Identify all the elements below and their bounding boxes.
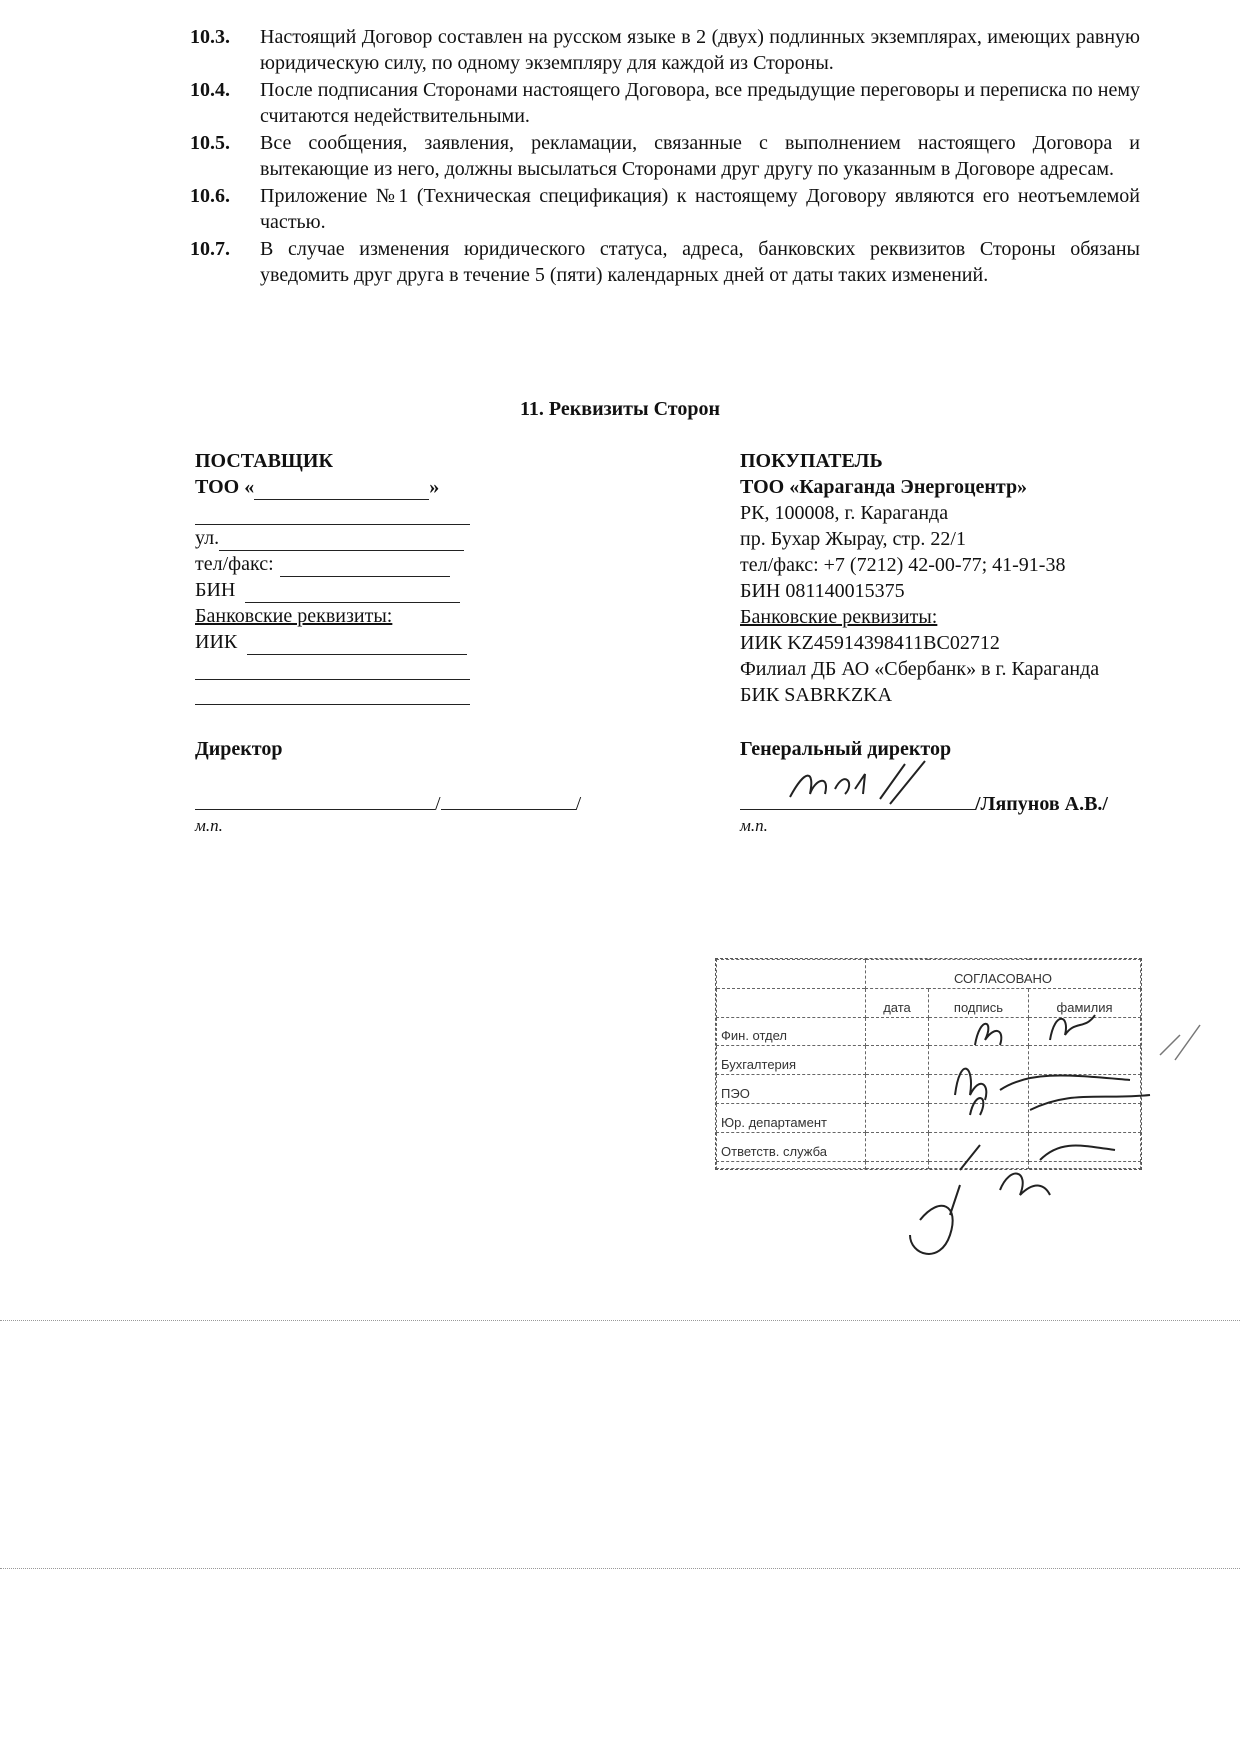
clause-text: В случае изменения юридического статуса, адреса, банковских реквизитов Стороны обязаны уведомить друг друга в течение 5 (пяти) календарных дней от даты таких изменений. (260, 238, 1140, 286)
buyer-org: ТОО «Караганда Энергоцентр» (740, 476, 1028, 498)
stamp-place-label: м.п. (195, 816, 223, 835)
supplier-org (195, 474, 495, 500)
supplier-heading: ПОСТАВЩИК (195, 450, 333, 472)
clause-10-4 (190, 77, 1140, 129)
buyer-signer: /Ляпунов А.В./ (975, 793, 1108, 815)
stamp-row-label: Фин. отдел (717, 1017, 866, 1046)
buyer-heading: ПОКУПАТЕЛЬ (740, 450, 883, 472)
iik-blank (247, 634, 467, 655)
stamp-col-signature: подпись (928, 988, 1028, 1017)
supplier-bank-label: Банковские реквизиты: (195, 605, 393, 627)
scan-artifact-line (0, 1320, 1240, 1321)
supplier-position: Директор (195, 738, 283, 760)
stamp-row-label: Бухгалтерия (717, 1046, 866, 1075)
supplier-street-row (195, 525, 495, 551)
supplier-signature-block: Директор / / м.п. (195, 738, 582, 835)
approval-signatures (880, 995, 1220, 1295)
scan-artifact-line (0, 1568, 1240, 1569)
clause-10-7 (190, 236, 1140, 288)
blank-line (195, 655, 470, 680)
buyer-bik: БИК SABRKZKA (740, 684, 893, 706)
clause-number: 10.4. (190, 79, 230, 101)
buyer-phone: тел/факс: +7 (7212) 42-00-77; 41-91-38 (740, 554, 1066, 576)
clause-text: Все сообщения, заявления, рекламации, связанные с выполнением настоящего Договора и вытекающие из него, должны высылаться Сторонами друг другу по указанным в Договоре адресам. (260, 132, 1140, 180)
supplier-org-prefix: ТОО « (195, 476, 255, 498)
stamp-row-label: Ответств. служба (717, 1132, 866, 1161)
buyer-iik: ИИК KZ45914398411BC02712 (740, 632, 1000, 654)
clause-10-6 (190, 183, 1140, 235)
supplier-org-suffix: » (429, 476, 440, 498)
section-title: 11. Реквизиты Сторон (520, 398, 720, 420)
stamp-row-label: Юр. департамент (717, 1104, 866, 1133)
signature-line (195, 787, 435, 810)
supplier-phone-row (195, 551, 495, 577)
supplier-iik-row (195, 629, 495, 655)
buyer-details (740, 448, 1180, 708)
stamp-place-label: м.п. (740, 816, 768, 835)
supplier-details (195, 448, 495, 705)
bin-blank (245, 582, 460, 603)
buyer-bin: БИН 081140015375 (740, 580, 905, 602)
buyer-address-1: РК, 100008, г. Караганда (740, 502, 949, 524)
iik-label: ИИК (195, 631, 238, 653)
phone-blank (280, 556, 450, 577)
stamp-col-name: фамилия (1029, 988, 1141, 1017)
supplier-bin-row (195, 577, 495, 603)
buyer-bank-label: Банковские реквизиты: (740, 606, 938, 628)
buyer-address-2: пр. Бухар Жырау, стр. 22/1 (740, 528, 966, 550)
clause-10-5 (190, 130, 1140, 182)
buyer-signature-block (740, 738, 1108, 836)
clause-number: 10.5. (190, 132, 230, 154)
buyer-branch: Филиал ДБ АО «Сбербанк» в г. Караганда (740, 658, 1100, 680)
clause-number: 10.6. (190, 185, 230, 207)
clause-number: 10.3. (190, 26, 230, 48)
clause-text: Настоящий Договор составлен на русском языке в 2 (двух) подлинных экземплярах, имеющих равную юридическую силу, по одному экземпляру для каждой из Стороны. (260, 26, 1140, 74)
blank-line (195, 680, 470, 705)
contract-clauses (190, 24, 1140, 289)
clause-text: После подписания Сторонами настоящего Договора, все предыдущие переговоры и переписка по нему считаются недействительными. (260, 79, 1140, 127)
supplier-org-blank (254, 479, 429, 500)
stamp-col-blank (717, 988, 866, 1017)
stamp-col-date: дата (866, 988, 929, 1017)
buyer-position: Генеральный директор (740, 738, 952, 760)
handwritten-signature (785, 759, 935, 809)
clause-text: Приложение №1 (Техническая спецификация) к настоящему Договору являются его неотъемлемой частью. (260, 185, 1140, 233)
stamp-row-label: ПЭО (717, 1075, 866, 1104)
name-line (441, 787, 576, 810)
clause-10-3 (190, 24, 1140, 76)
phone-label: тел/факс: (195, 553, 274, 575)
street-label: ул. (195, 527, 220, 549)
street-blank (219, 530, 464, 551)
bin-label: БИН (195, 579, 236, 601)
blank-line (195, 500, 470, 525)
clause-number: 10.7. (190, 238, 230, 260)
stamp-title: СОГЛАСОВАНО (866, 960, 1141, 989)
